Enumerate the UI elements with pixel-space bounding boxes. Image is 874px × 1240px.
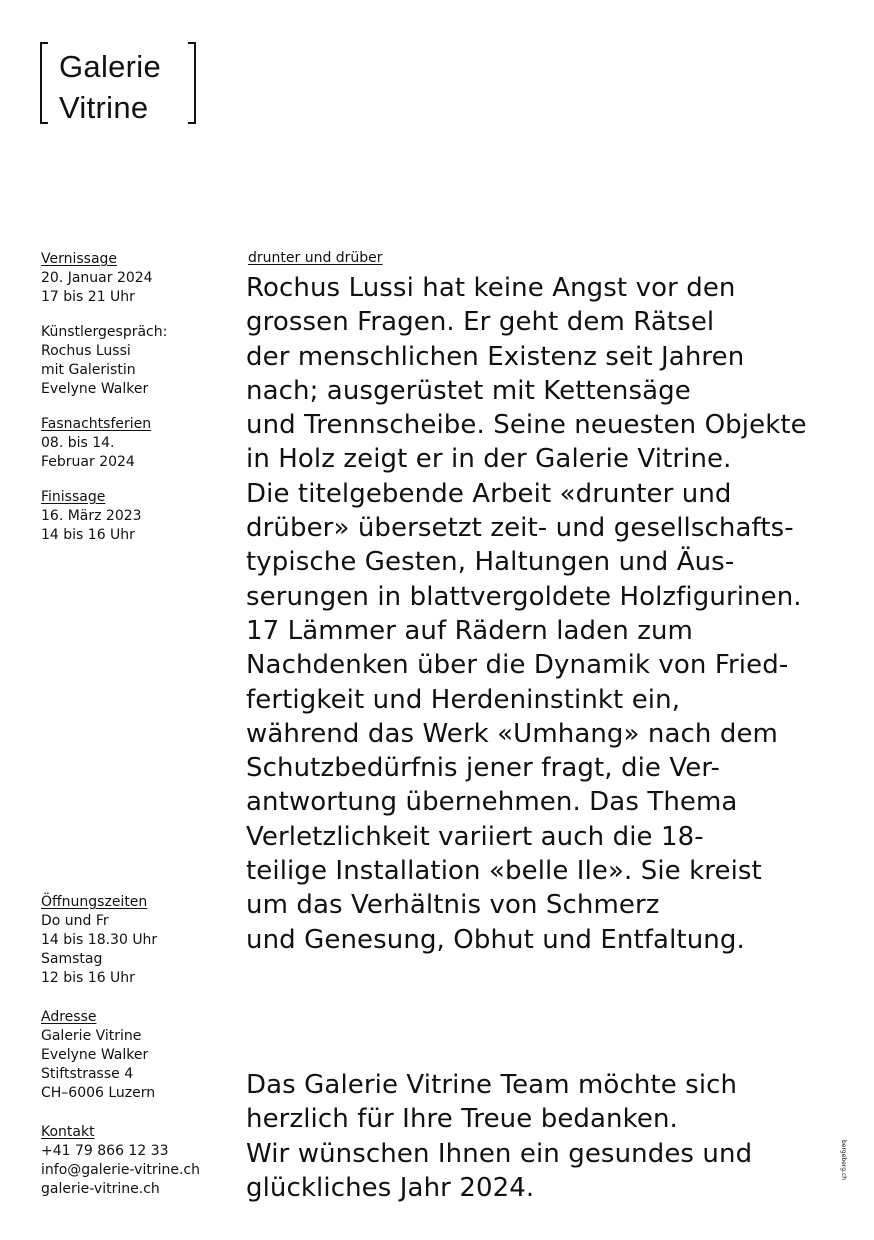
info-block — [41, 415, 236, 472]
info-line: Stiftstrasse 4 — [41, 1066, 134, 1082]
info-heading: Finissage — [41, 489, 106, 505]
info-line: mit Galeristin — [41, 362, 136, 378]
designer-credit: bergeberg.ch — [840, 1140, 847, 1181]
logo-wordmark — [59, 46, 161, 128]
text-line: typische Gesten, Haltungen und Äus- — [246, 547, 735, 578]
text-line: 17 Lämmer auf Rädern laden zum — [246, 615, 693, 646]
sidebar-contact-info — [41, 893, 236, 1199]
text-line: und Trennscheibe. Seine neuesten Objekte — [246, 410, 807, 441]
text-line: während das Werk «Umhang» nach dem — [246, 718, 778, 749]
text-line: Verletzlichkeit variiert auch die 18- — [246, 821, 704, 852]
logo-line-1: Galerie — [59, 49, 162, 84]
text-line: der menschlichen Existenz seit Jahren — [246, 341, 745, 372]
info-line: +41 79 866 12 33 — [41, 1143, 169, 1159]
info-line: Rochus Lussi — [41, 343, 131, 359]
text-line: Nachdenken über die Dynamik von Fried- — [246, 650, 789, 681]
info-heading: Kontakt — [41, 1124, 95, 1140]
text-line: serungen in blattvergoldete Holzfigurinen. — [246, 581, 802, 612]
gallery-logo — [40, 42, 196, 126]
sidebar-event-info — [41, 250, 236, 545]
text-line: antwortung übernehmen. Das Thema — [246, 787, 738, 818]
exhibition-description — [246, 271, 858, 957]
info-line: Februar 2024 — [41, 454, 135, 470]
info-heading: Fasnachtsferien — [41, 416, 152, 432]
logo-bracket-left — [40, 42, 48, 124]
text-line: in Holz zeigt er in der Galerie Vitrine. — [246, 444, 732, 475]
text-line: und Genesung, Obhut und Entfaltung. — [246, 924, 745, 955]
logo-line-2: Vitrine — [59, 90, 149, 125]
info-heading: Öffnungszeiten — [41, 894, 148, 910]
text-line: teilige Installation «belle Ile». Sie kreist — [246, 856, 762, 887]
text-line: um das Verhältnis von Schmerz — [246, 890, 660, 921]
text-line: drüber» übersetzt zeit- und gesellschafts- — [246, 513, 794, 544]
info-block — [41, 893, 236, 988]
info-line: galerie-vitrine.ch — [41, 1181, 160, 1197]
info-line: 16. März 2023 — [41, 508, 142, 524]
info-line: info@galerie-vitrine.ch — [41, 1162, 200, 1178]
thank-you-message — [246, 1068, 858, 1205]
info-line: CH–6006 Luzern — [41, 1085, 156, 1101]
info-line: 08. bis 14. — [41, 435, 115, 451]
info-line: 20. Januar 2024 — [41, 270, 153, 286]
text-line: nach; ausgerüstet mit Kettensäge — [246, 375, 691, 406]
info-line: Evelyne Walker — [41, 381, 149, 397]
info-block — [41, 1008, 236, 1103]
info-heading: Vernissage — [41, 251, 118, 267]
info-block — [41, 488, 236, 545]
text-line: Rochus Lussi hat keine Angst vor den — [246, 273, 736, 303]
text-line: fertigkeit und Herdeninstinkt ein, — [246, 684, 681, 715]
logo-bracket-right — [188, 42, 196, 124]
text-line: Das Galerie Vitrine Team möchte sich — [246, 1070, 738, 1100]
text-line: grossen Fragen. Er geht dem Rätsel — [246, 307, 715, 338]
info-line: Do und Fr — [41, 913, 109, 929]
text-line: Wir wünschen Ihnen ein gesundes und — [246, 1138, 753, 1169]
info-line: 12 bis 16 Uhr — [41, 970, 135, 986]
text-line: herzlich für Ihre Treue bedanken. — [246, 1104, 678, 1135]
info-line: Galerie Vitrine — [41, 1028, 142, 1044]
info-line: 14 bis 16 Uhr — [41, 527, 135, 543]
info-block — [41, 323, 236, 399]
exhibition-title: drunter und drüber — [248, 250, 383, 266]
info-line: Evelyne Walker — [41, 1047, 149, 1063]
info-line: 14 bis 18.30 Uhr — [41, 932, 158, 948]
info-line: Samstag — [41, 951, 103, 967]
info-block — [41, 1123, 236, 1199]
info-heading: Adresse — [41, 1009, 97, 1025]
text-line: glückliches Jahr 2024. — [246, 1172, 535, 1203]
text-line: Schutzbedürfnis jener fragt, die Ver- — [246, 753, 720, 784]
info-block — [41, 250, 236, 307]
info-line: Künstlergespräch: — [41, 324, 168, 340]
info-line: 17 bis 21 Uhr — [41, 289, 135, 305]
text-line: Die titelgebende Arbeit «drunter und — [246, 478, 732, 509]
